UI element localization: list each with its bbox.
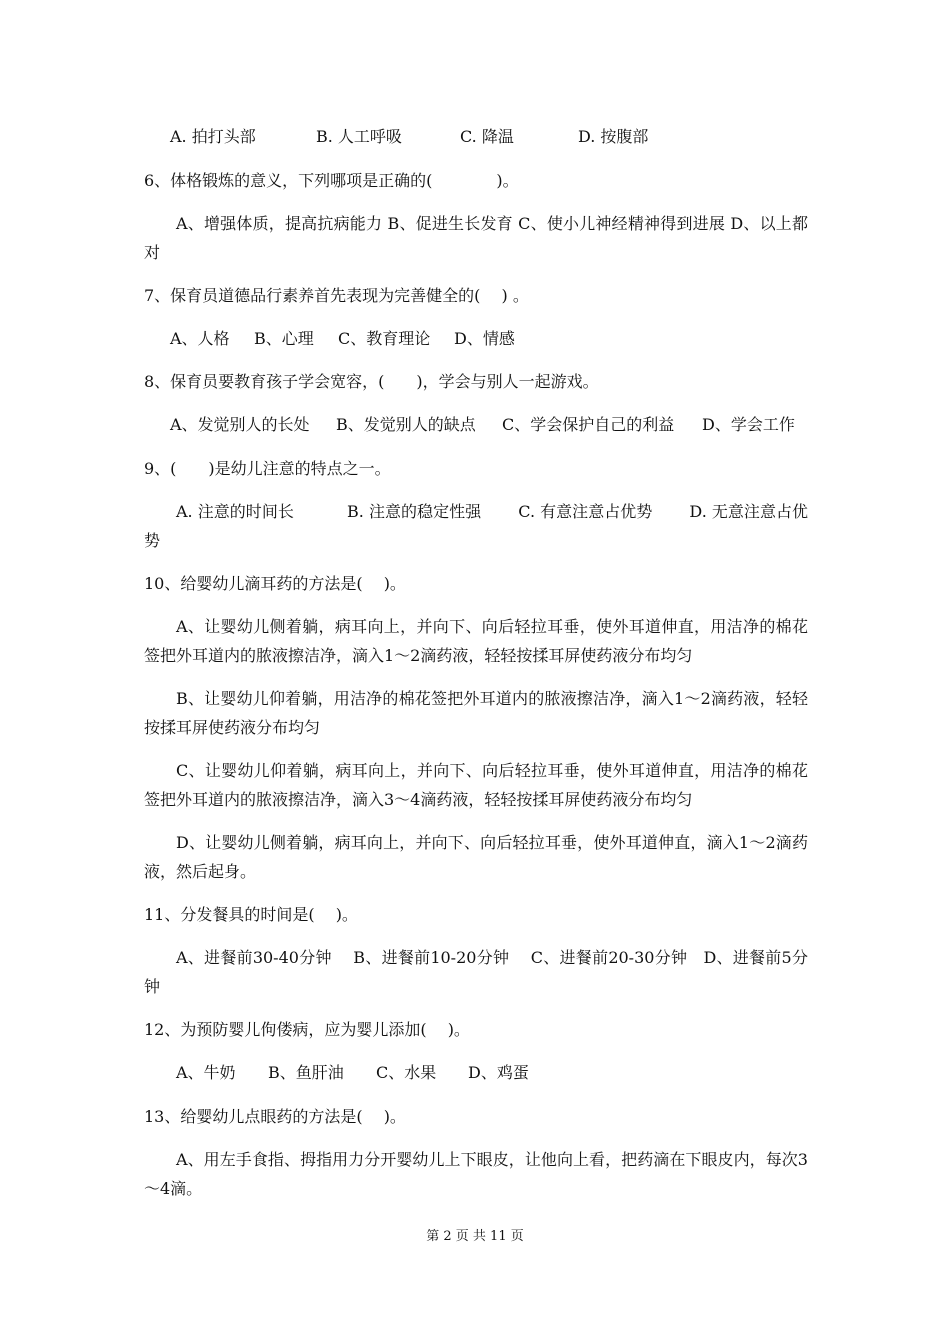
question-13-option-a: A、用左手食指、拇指用力分开婴幼儿上下眼皮，让他向上看，把药滴在下眼皮内，每次3～4滴。 [144, 1150, 808, 1198]
option-d: D、学会工作 [702, 415, 795, 434]
option-c: C、学会保护自己的利益 [502, 415, 675, 434]
option-c: C、教育理论 [338, 329, 431, 348]
option-a: A、发觉别人的长处 [170, 415, 310, 434]
option-d: D. 按腹部 [578, 127, 649, 146]
option-b: B、发觉别人的缺点 [336, 415, 476, 434]
question-10-option-a: A、让婴幼儿侧着躺，病耳向上，并向下、向后轻拉耳垂，使外耳道伸直，用洁净的棉花签把外耳道内的脓液擦洁净，滴入1～2滴药液，轻轻按揉耳屏使药液分布均匀 [144, 617, 808, 665]
question-9: 9、( )是幼儿注意的特点之一。 [144, 459, 391, 478]
option-a: A、人格 [170, 329, 230, 348]
question-8: 8、保育员要教育孩子学会宽容，( )，学会与别人一起游戏。 [144, 372, 599, 391]
question-10-option-c: C、让婴幼儿仰着躺，病耳向上，并向下、向后轻拉耳垂，使外耳道伸直，用洁净的棉花签把外耳道内的脓液擦洁净，滴入3～4滴药液，轻轻按揉耳屏使药液分布均匀 [144, 761, 808, 809]
question-12-options [176, 1058, 810, 1087]
option-c: C. 降温 [460, 127, 514, 146]
option-d: D、鸡蛋 [468, 1063, 529, 1082]
option-b: B、心理 [254, 329, 314, 348]
question-7: 7、保育员道德品行素养首先表现为完善健全的( ) 。 [144, 286, 529, 305]
question-6-options: A、增强体质，提高抗病能力 B、促进生长发育 C、使小儿神经精神得到进展 D、以上都对 [144, 214, 808, 262]
question-12: 12、为预防婴儿佝偻病，应为婴儿添加( )。 [144, 1020, 470, 1039]
question-8-options [170, 410, 810, 439]
page-footer: 第 2 页 共 11 页 [426, 1229, 524, 1244]
question-9-options: A. 注意的时间长 B. 注意的稳定性强 C. 有意注意占优势 D. 无意注意占优势 [144, 502, 808, 550]
option-a: A. 拍打头部 [170, 127, 256, 146]
question-11: 11、分发餐具的时间是( )。 [144, 905, 358, 924]
option-d: D、情感 [454, 329, 515, 348]
question-6: 6、体格锻炼的意义，下列哪项是正确的( )。 [144, 171, 519, 190]
option-a: A、牛奶 [176, 1063, 236, 1082]
question-10: 10、给婴幼儿滴耳药的方法是( )。 [144, 574, 406, 593]
option-b: B. 人工呼吸 [316, 127, 402, 146]
question-11-options: A、进餐前30-40分钟 B、进餐前10-20分钟 C、进餐前20-30分钟 D、进餐前5分钟 [144, 948, 808, 996]
question-7-options [170, 324, 810, 353]
question-10-option-b: B、让婴幼儿仰着躺，用洁净的棉花签把外耳道内的脓液擦洁净，滴入1～2滴药液，轻轻按揉耳屏使药液分布均匀 [144, 689, 808, 737]
question-13: 13、给婴幼儿点眼药的方法是( )。 [144, 1107, 406, 1126]
option-b: B、鱼肝油 [268, 1063, 344, 1082]
question-5-options [170, 122, 810, 151]
option-c: C、水果 [376, 1063, 437, 1082]
question-10-option-d: D、让婴幼儿侧着躺，病耳向上，并向下、向后轻拉耳垂，使外耳道伸直，滴入1～2滴药液，然后起身。 [144, 833, 808, 881]
